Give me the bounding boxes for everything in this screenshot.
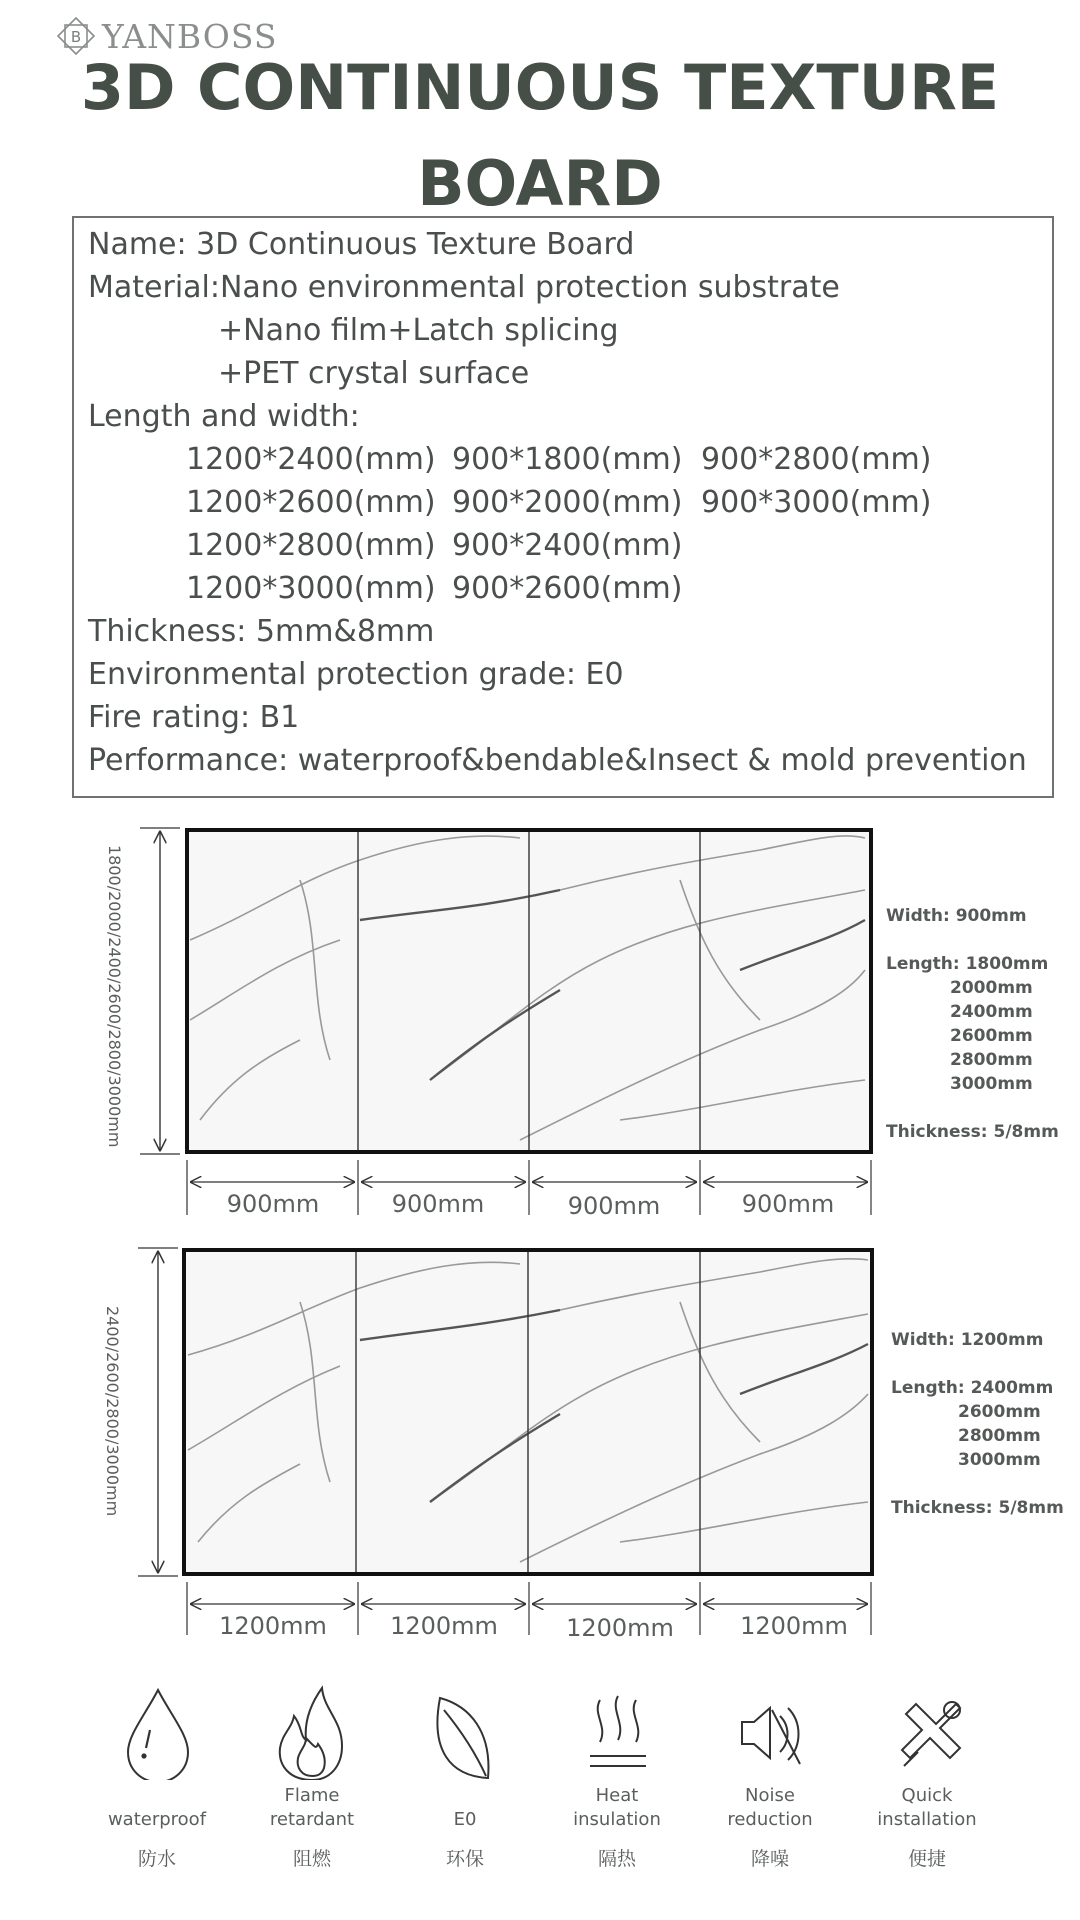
speaker-mute-icon: [742, 1708, 800, 1764]
feature-label: reduction: [727, 1809, 813, 1830]
dim-cell: 1200*3000(mm): [186, 571, 436, 606]
svg-text:B: B: [70, 28, 82, 46]
diagram1-length-option: 3000mm: [950, 1074, 1033, 1094]
dim-cell: 900*2600(mm): [452, 571, 683, 606]
feature-label: Quick: [901, 1785, 953, 1806]
diagram2-length: Length: 2400mm: [891, 1378, 1054, 1398]
dim-cell: 1200*2400(mm): [186, 442, 436, 477]
panel-width-label: 1200mm: [740, 1612, 848, 1640]
feature-label: retardant: [269, 1809, 355, 1830]
feature-flame-retardant: [237, 1784, 387, 1871]
feature-icons: [0, 1680, 1080, 1780]
diagram2-length-option: 3000mm: [958, 1450, 1041, 1470]
diagram1-length-option: 2400mm: [950, 1002, 1033, 1022]
panel-width-label: 900mm: [391, 1190, 485, 1218]
spec-box: [72, 216, 1054, 798]
dim-cell: 900*1800(mm): [452, 442, 683, 477]
feature-label: installation: [877, 1809, 977, 1830]
diagram1-thickness: Thickness: 5/8mm: [886, 1122, 1059, 1142]
diagram2-vertical-label: 2400/2600/2800/3000mm: [103, 1306, 122, 1517]
diagram1-length-option: 2600mm: [950, 1026, 1033, 1046]
feature-label: E0: [453, 1809, 477, 1830]
spec-fire-rating: Fire rating: B1: [88, 700, 300, 735]
diagram2-width: Width: 1200mm: [891, 1330, 1044, 1350]
feature-label: Noise: [745, 1785, 795, 1806]
feature-waterproof: [82, 1808, 232, 1871]
title-line-1: 3D CONTINUOUS TEXTURE: [80, 51, 1000, 124]
diagram2-length-option: 2600mm: [958, 1402, 1041, 1422]
dim-cell: 900*2800(mm): [701, 442, 932, 477]
feature-noise-reduction: [695, 1784, 845, 1871]
feature-cn-label: 便捷: [907, 1848, 946, 1870]
feature-label: Flame: [284, 1785, 340, 1806]
panel-width-label: 1200mm: [566, 1614, 674, 1642]
diagram2-length-option: 2800mm: [958, 1426, 1041, 1446]
flame-icon: [280, 1688, 342, 1780]
spec-thickness: Thickness: 5mm&8mm: [88, 614, 435, 649]
diagram1-length-option: 2000mm: [950, 978, 1033, 998]
feature-label: Heat: [595, 1785, 639, 1806]
spec-env-grade: Environmental protection grade: E0: [88, 657, 624, 692]
feature-label: insulation: [573, 1809, 661, 1830]
title-line-2: BOARD: [417, 147, 663, 220]
feature-cn-label: 防水: [137, 1848, 176, 1870]
waterproof-drop-icon: [128, 1690, 188, 1780]
panel-width-label: 900mm: [567, 1192, 661, 1220]
dim-cell: 900*2000(mm): [452, 485, 683, 520]
diagram-900-panels: [0, 820, 1080, 1220]
dim-cell: 900*3000(mm): [701, 485, 932, 520]
spec-length-width-label: Length and width:: [88, 399, 360, 434]
feature-cn-label: 阻燃: [292, 1848, 331, 1870]
panel-width-label: 900mm: [226, 1190, 320, 1218]
feature-cn-label: 环保: [445, 1848, 484, 1870]
spec-material-3: +PET crystal surface: [218, 356, 530, 391]
brand-name: YANBOSS: [102, 16, 278, 56]
heat-waves-icon: [590, 1696, 646, 1766]
diagram1-vertical-label: 1800/2000/2400/2600/2800/3000mm: [105, 845, 124, 1148]
dim-cell: 1200*2800(mm): [186, 528, 436, 563]
feature-cn-label: 降噪: [750, 1848, 789, 1870]
spec-material-1: Material:Nano environmental protection substrate: [88, 270, 840, 305]
spec-performance: Performance: waterproof&bendable&Insect & mold prevention: [88, 743, 1027, 778]
panel-width-label: 900mm: [741, 1190, 835, 1218]
feature-cn-label: 隔热: [597, 1848, 636, 1870]
spec-material-2: +Nano film+Latch splicing: [218, 313, 619, 348]
diagram1-width: Width: 900mm: [886, 906, 1027, 926]
diagram1-length: Length: 1800mm: [886, 954, 1049, 974]
spec-name: Name: 3D Continuous Texture Board: [88, 227, 635, 262]
feature-heat-insulation: [542, 1784, 692, 1871]
page-title: [0, 40, 1080, 232]
feature-label: waterproof: [107, 1809, 207, 1830]
leaf-icon: [437, 1698, 488, 1778]
panel-width-label: 1200mm: [219, 1612, 327, 1640]
diagram2-thickness: Thickness: 5/8mm: [891, 1498, 1064, 1518]
dim-cell: 900*2400(mm): [452, 528, 683, 563]
diagram-1200-panels: [0, 1240, 1080, 1640]
feature-e0: [390, 1808, 540, 1871]
feature-quick-installation: [852, 1784, 1002, 1871]
dim-cell: 1200*2600(mm): [186, 485, 436, 520]
diagram1-length-option: 2800mm: [950, 1050, 1033, 1070]
panel-width-label: 1200mm: [390, 1612, 498, 1640]
tools-icon: [902, 1702, 960, 1766]
